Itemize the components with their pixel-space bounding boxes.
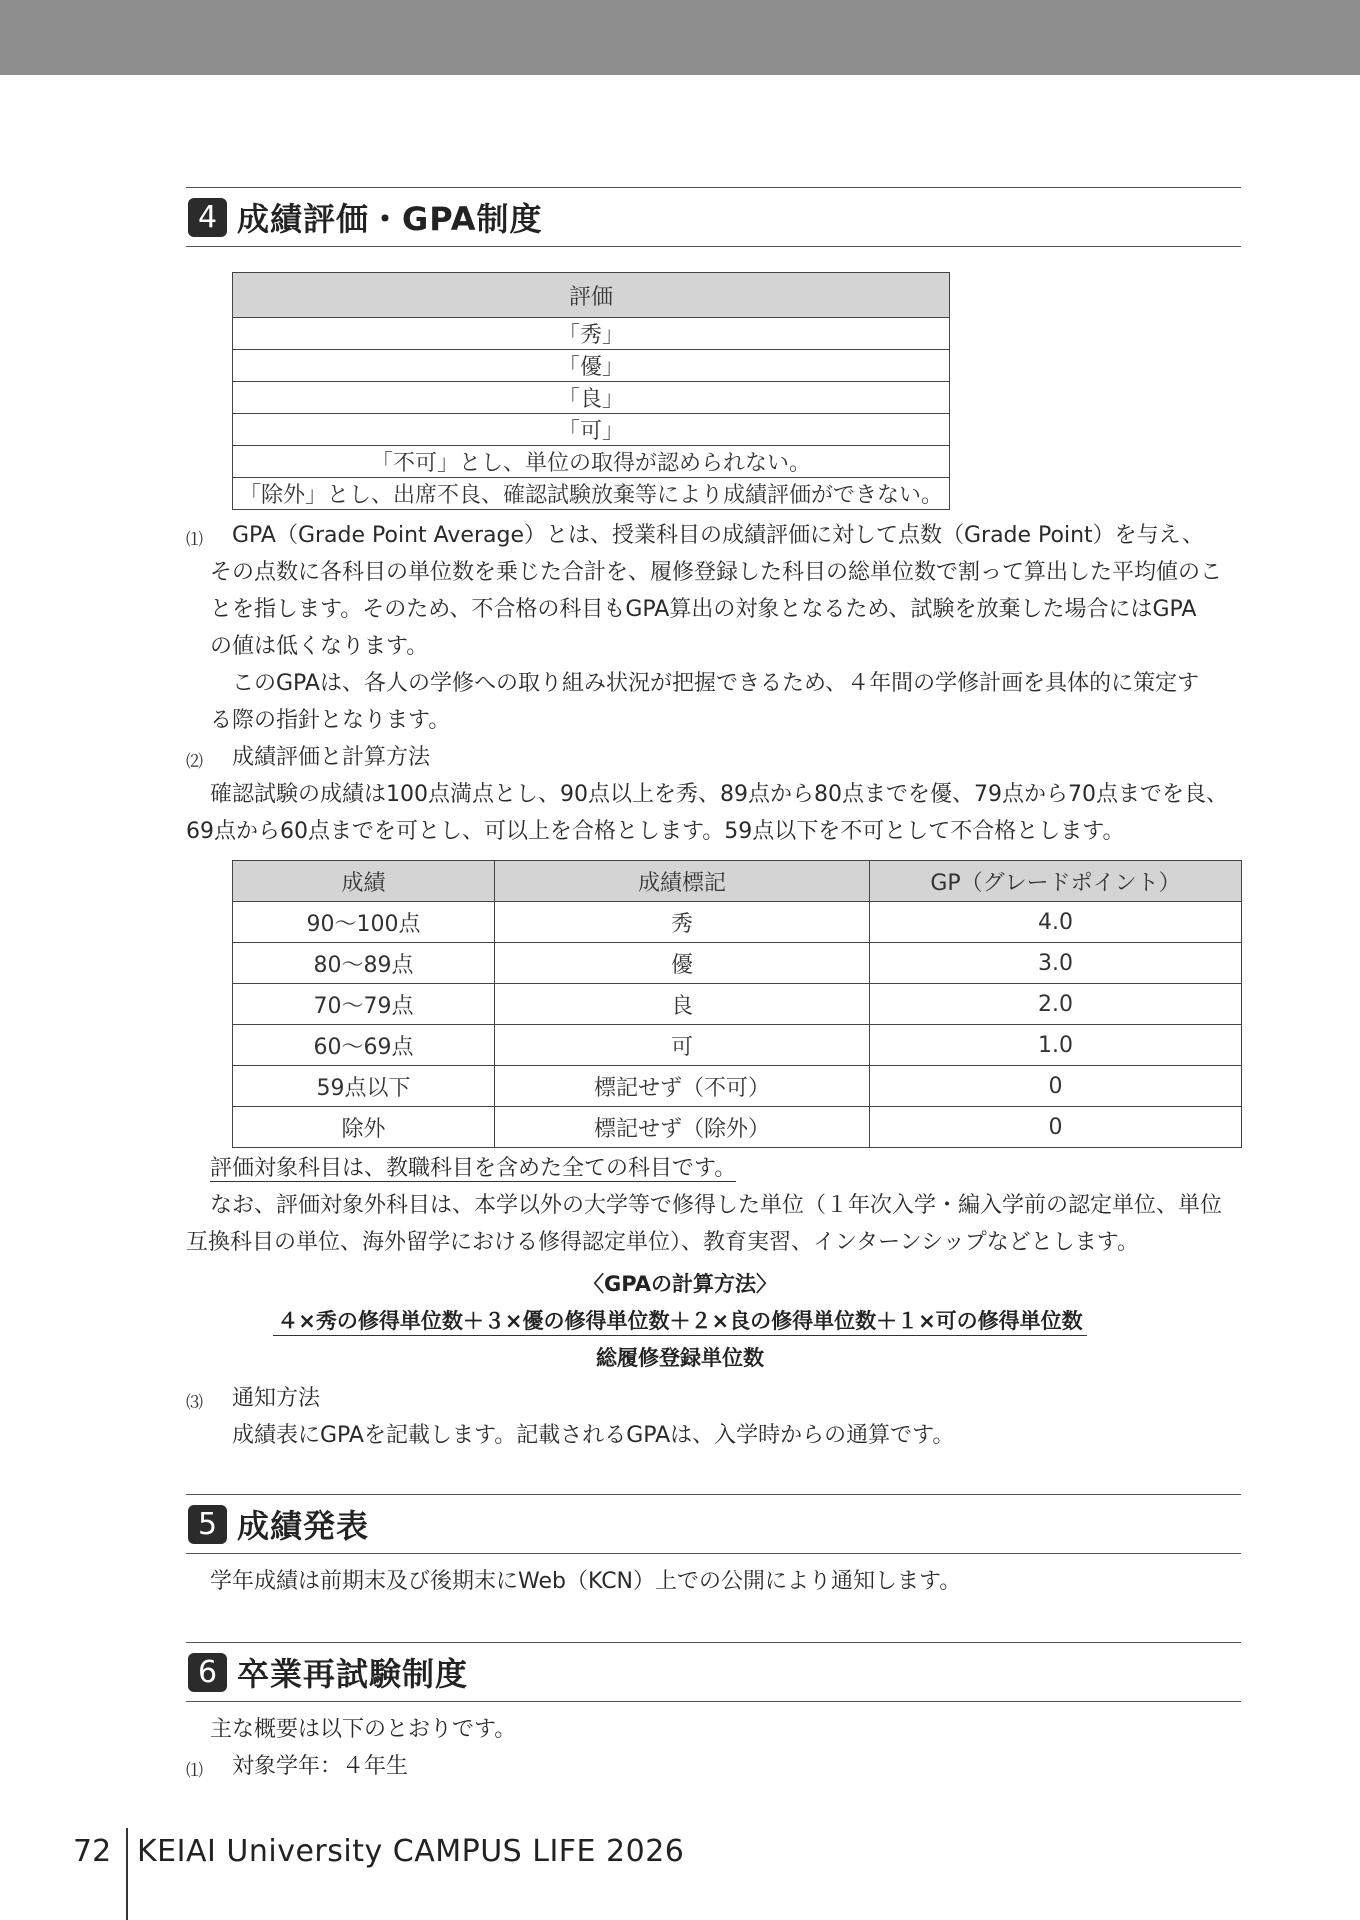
top-gray-band	[0, 0, 1360, 75]
table-cell: 0	[870, 1066, 1242, 1107]
table-header: GP（グレードポイント）	[870, 861, 1242, 902]
list-marker: ⑴	[186, 530, 203, 550]
formula-denominator: 総履修登録単位数	[596, 1346, 764, 1370]
table-cell: 優	[495, 943, 870, 984]
paragraph-line: の値は低くなります。	[210, 634, 429, 659]
subheading: 通知方法	[232, 1386, 321, 1411]
table-cell: 「除外」とし、出席不良、確認試験放棄等により成績評価ができない。	[233, 478, 950, 510]
table-cell: 「不可」とし、単位の取得が認められない。	[233, 446, 950, 478]
section-number-badge: 6	[188, 1653, 227, 1692]
section-title: 卒業再試験制度	[237, 1655, 469, 1693]
table-cell: 70～79点	[233, 984, 495, 1025]
table-cell: 標記せず（除外）	[495, 1107, 870, 1148]
grade-points-table	[232, 860, 1242, 1148]
table-cell: 標記せず（不可）	[495, 1066, 870, 1107]
table-row	[233, 943, 1242, 984]
table-cell: 良	[495, 984, 870, 1025]
table-cell: 「可」	[233, 414, 950, 446]
paragraph-line: とを指します。そのため、不合格の科目もGPA算出の対象となるため、試験を放棄した場合にはGPA	[210, 597, 1197, 622]
paragraph-line: 主な概要は以下のとおりです。	[210, 1717, 517, 1742]
footer-divider	[126, 1828, 128, 1920]
table-cell: 1.0	[870, 1025, 1242, 1066]
underlined-text: 評価対象科目は、教職科目を含めた全ての科目です。	[210, 1156, 737, 1181]
section-title: 成績発表	[237, 1507, 370, 1545]
paragraph-line: GPA（Grade Point Average）とは、授業科目の成績評価に対して点数（Grade Point）を与え、	[232, 523, 1204, 548]
table-cell: 秀	[495, 902, 870, 943]
subheading: 成績評価と計算方法	[232, 745, 431, 770]
grade-evaluation-table	[232, 272, 950, 510]
paragraph-line: その点数に各科目の単位数を乗じた合計を、履修登録した科目の総単位数で割って算出した平均値のこ	[210, 560, 1223, 585]
table-cell: 除外	[233, 1107, 495, 1148]
section-4-heading	[186, 187, 1241, 247]
paragraph-line: 互換科目の単位、海外留学における修得認定単位）、教育実習、インターンシップなどとします。	[186, 1230, 1139, 1255]
table-cell: 3.0	[870, 943, 1242, 984]
table-cell: 59点以下	[233, 1066, 495, 1107]
table-row	[233, 1066, 1242, 1107]
table-cell: 4.0	[870, 902, 1242, 943]
table-row	[233, 1025, 1242, 1066]
paragraph-line: 学年成績は前期末及び後期末にWeb（KCN）上での公開により通知します。	[210, 1569, 962, 1594]
section-number-badge: 4	[188, 198, 227, 237]
paragraph-line: 対象学年：４年生	[232, 1754, 409, 1779]
table-cell: 「良」	[233, 382, 950, 414]
table-row	[233, 1107, 1242, 1148]
table-header: 評価	[233, 273, 950, 318]
formula-numerator: ４×秀の修得単位数＋３×優の修得単位数＋２×良の修得単位数＋１×可の修得単位数	[273, 1309, 1086, 1336]
paragraph-line: このGPAは、各人の学修への取り組み状況が把握できるため、４年間の学修計画を具体的に策定す	[232, 671, 1200, 696]
list-marker: ⑶	[186, 1393, 203, 1413]
table-cell: 可	[495, 1025, 870, 1066]
table-cell: 2.0	[870, 984, 1242, 1025]
paragraph-line	[210, 1150, 736, 1187]
section-5-heading	[186, 1494, 1241, 1554]
list-marker: ⑴	[186, 1761, 203, 1781]
list-marker: ⑵	[186, 752, 203, 772]
table-cell: 0	[870, 1107, 1242, 1148]
section-number-badge: 5	[188, 1505, 227, 1544]
table-cell: 90～100点	[233, 902, 495, 943]
paragraph-line: 成績表にGPAを記載します。記載されるGPAは、入学時からの通算です。	[232, 1423, 955, 1448]
footer-title: KEIAI University CAMPUS LIFE 2026	[137, 1834, 685, 1869]
table-header: 成績	[233, 861, 495, 902]
paragraph-line: 69点から60点までを可とし、可以上を合格とします。59点以下を不可として不合格とします。	[186, 819, 1125, 844]
paragraph-line: る際の指針となります。	[210, 708, 451, 733]
page-number: 72	[73, 1834, 112, 1869]
section-title: 成績評価・GPA制度	[237, 200, 543, 238]
table-cell: 「秀」	[233, 318, 950, 350]
section-6-heading	[186, 1642, 1241, 1702]
table-cell: 60～69点	[233, 1025, 495, 1066]
paragraph-line: 確認試験の成績は100点満点とし、90点以上を秀、89点から80点までを優、79点から70点までを良、	[210, 782, 1228, 807]
table-cell: 80～89点	[233, 943, 495, 984]
formula-title: 〈GPAの計算方法〉	[583, 1272, 777, 1296]
table-row	[233, 902, 1242, 943]
table-row	[233, 984, 1242, 1025]
table-header: 成績標記	[495, 861, 870, 902]
formula-numerator-wrap	[0, 1305, 1360, 1335]
paragraph-line: なお、評価対象外科目は、本学以外の大学等で修得した単位（１年次入学・編入学前の認定単位、単位	[210, 1193, 1223, 1218]
table-cell: 「優」	[233, 350, 950, 382]
